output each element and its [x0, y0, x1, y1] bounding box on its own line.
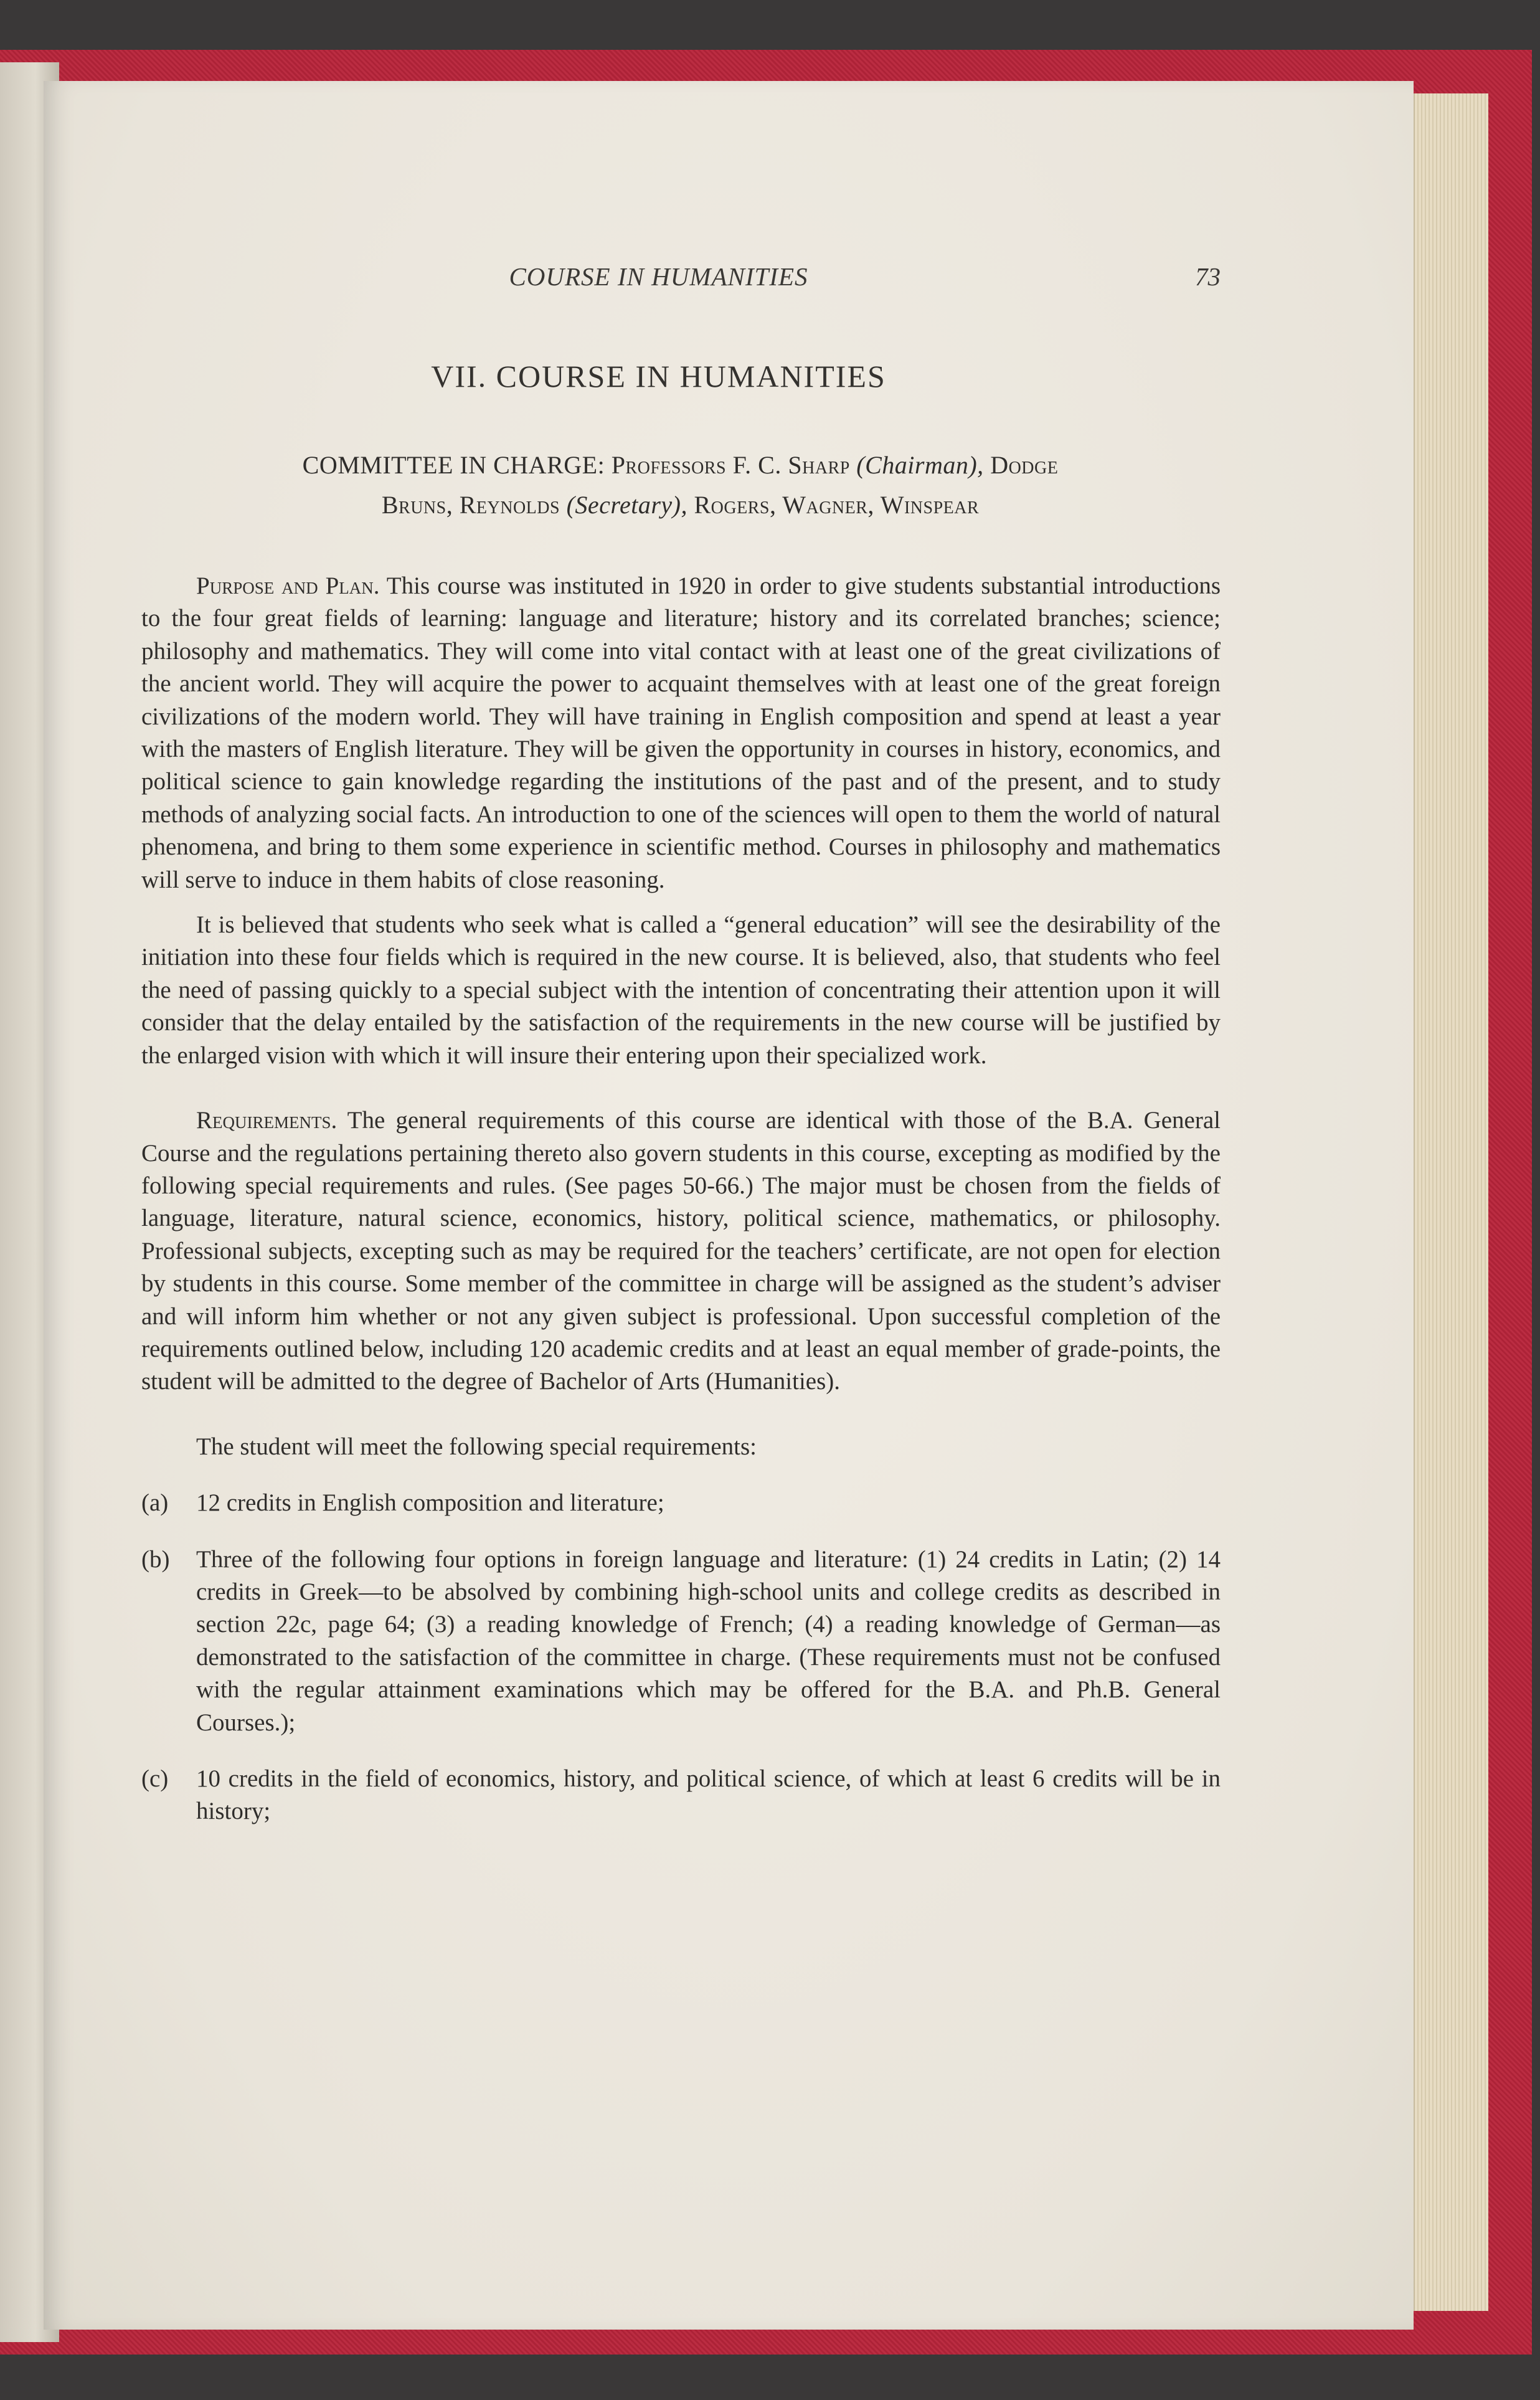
purpose-paragraph	[141, 570, 1221, 896]
list-item-text: 12 credits in English composition and literature;	[196, 1489, 664, 1517]
committee-names-others: Rogers, Wagner, Winspear	[694, 491, 980, 519]
believed-paragraph: It is believed that students who seek what is called a “general education” will see the desirability of the initiation into these four fields which is required in the new course. It is believed, also, that students who feel the need of passing quickly to a special subject with the intention of concentrating their attention upon it will consider that the delay entailed by the satisfaction of the requirements in the new course will be justified by the enlarged vision with which it will insure their entering upon their specialized work.	[141, 911, 1221, 1069]
list-item-text: Three of the following four options in foreign language and literature: (1) 24 credits in Latin; (2) 14 credits in Greek—to be absolved by combining high-school units and college credits as described in section 22c, page 64; (3) a reading knowledge of French; (4) a reading knowledge of German—as demonstrated to the satisfaction of the committee in charge. (These requirements must not be confused with the regular attainment examinations which may be offered for the B.A. and Ph.B. General Courses.);	[196, 1545, 1221, 1736]
chairman-name: F. C. Sharp	[732, 451, 850, 479]
requirements-paragraph	[141, 1104, 1221, 1398]
professors-word: Professors	[611, 451, 727, 479]
chairman-role: (Chairman),	[856, 451, 984, 479]
body-text	[141, 570, 1221, 1828]
committee-line-2	[143, 485, 1217, 525]
page-number: 73	[1195, 262, 1221, 291]
committee-line-1	[143, 445, 1217, 485]
purpose-heading: Purpose and Plan.	[196, 572, 380, 599]
list-item	[141, 1544, 1221, 1739]
secretary-role: (Secretary),	[566, 491, 687, 519]
special-requirements-intro: The student will meet the following special requirements:	[196, 1433, 757, 1460]
list-item	[141, 1487, 1221, 1519]
page-stack-edge	[1414, 93, 1488, 2311]
committee-names-bruns-reynolds: Bruns, Reynolds	[381, 491, 560, 519]
section-title: VII. COURSE IN HUMANITIES	[431, 359, 886, 394]
committee-in-charge	[143, 445, 1217, 525]
list-item-label: (c)	[141, 1765, 169, 1792]
committee-name-dodge: Dodge	[990, 451, 1059, 479]
running-head	[97, 262, 1221, 299]
running-head-title: COURSE IN HUMANITIES	[509, 262, 808, 291]
requirements-text: The general requirements of this course are identical with those of the B.A. General Course and the regulations pertaining thereto also govern students in this course, excepting as modified by the following special requirements and rules. (See pages 50-66.) The major must be chosen from the fields of language, literature, natural science, economics, history, political science, mathematics, or philosophy. Professional subjects, excepting such as may be required for the teachers’ certificate, are not open for election by students in this course. Some member of the committee in charge will be assigned as the student’s adviser and will inform him whether or not any given subject is professional. Upon successful completion of the requirements outlined below, including 120 academic credits and at least an equal member of grade-points, the student will be admitted to the degree of Bachelor of Arts (Humanities).	[141, 1107, 1221, 1395]
committee-label: COMMITTEE IN CHARGE:	[302, 451, 605, 479]
requirements-heading: Requirements.	[196, 1107, 338, 1134]
list-item-text: 10 credits in the field of economics, history, and political science, of which at least 6 credits will be in history;	[196, 1765, 1221, 1825]
list-item-label: (b)	[141, 1545, 170, 1573]
list-item-label: (a)	[141, 1489, 169, 1517]
list-item	[141, 1763, 1221, 1828]
purpose-text: This course was instituted in 1920 in order to give students substantial introductions to the four great fields of learning: language and literature; history and its correlated branches; science; philosophy and mathematics. They will come into vital contact with at least one of the great civilizations of the ancient world. They will acquire the power to acquaint themselves with at least one of the great foreign civilizations of the modern world. They will have training in English composition and spend at least a year with the masters of English literature. They will be given the opportunity in courses in history, economics, and political science to gain knowledge regarding the institutions of the past and of the present, and to study methods of analyzing social facts. An introduction to one of the sciences will open to them the world of natural phenomena, and bring to them some experience in scientific method. Courses in philosophy and mathematics will serve to induce in them habits of close reasoning.	[141, 572, 1221, 893]
